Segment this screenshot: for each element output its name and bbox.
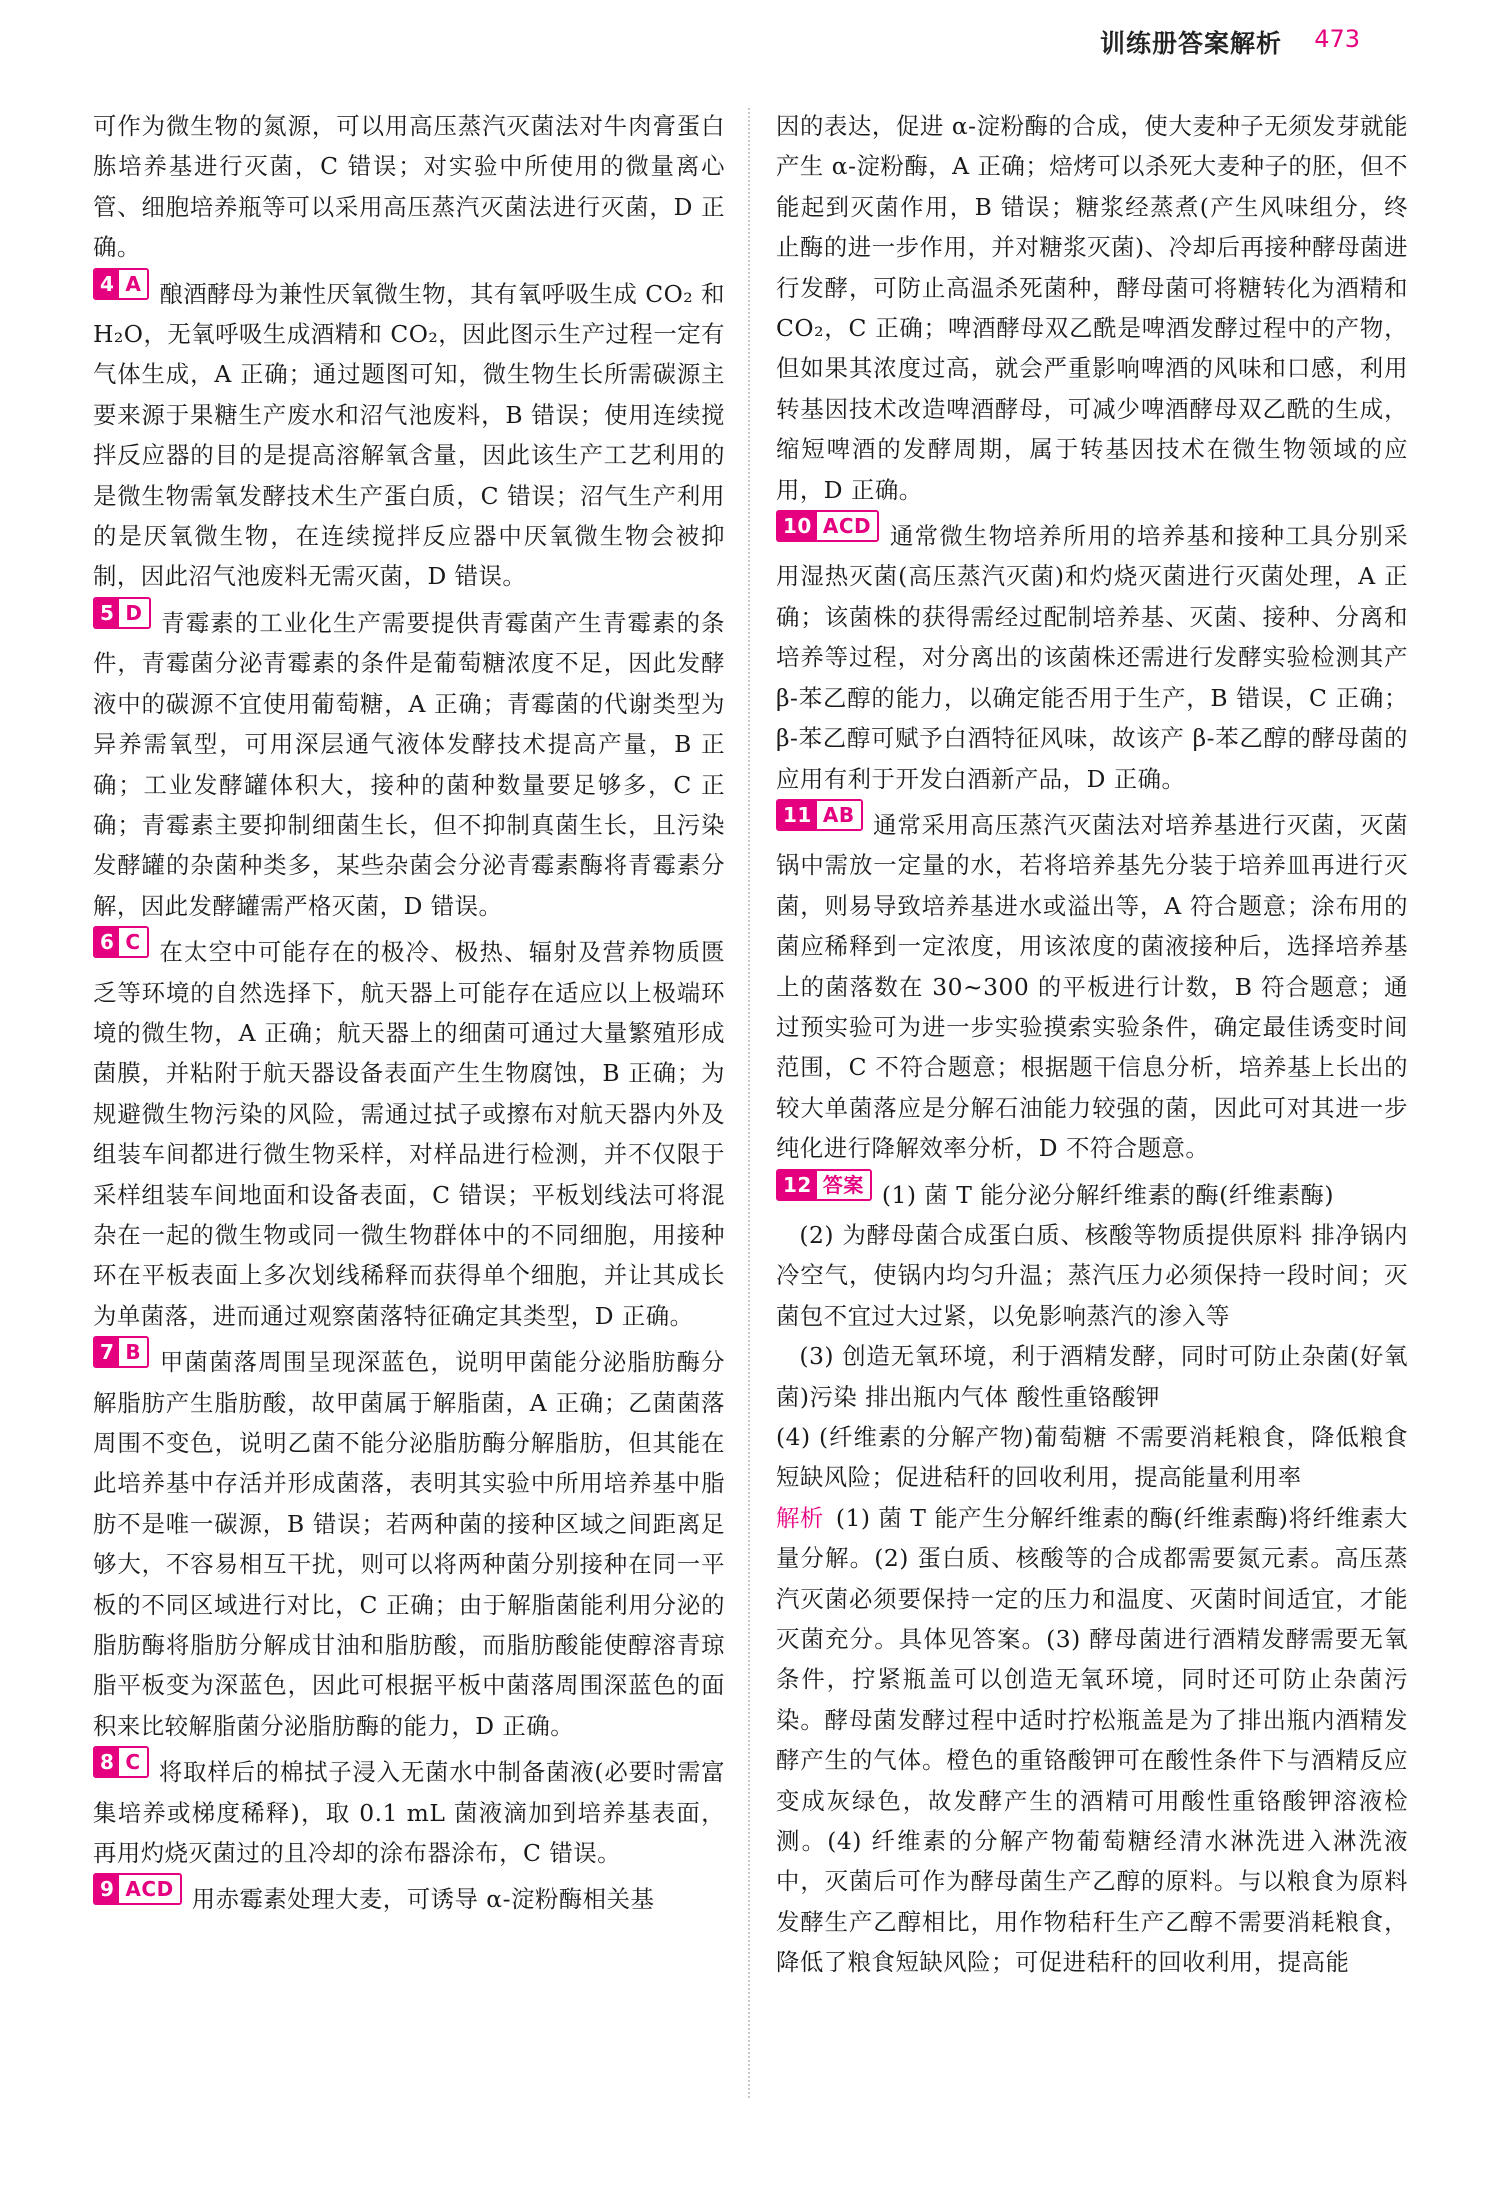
right-column [776, 106, 1408, 1983]
question-number: 6 [95, 928, 119, 956]
question-tag [93, 597, 151, 629]
analysis-paragraph [776, 1498, 1408, 1983]
question-tag [93, 1336, 149, 1368]
continued-text: 因的表达，促进 α-淀粉酶的合成，使大麦种子无须发芽就能产生 α-淀粉酶，A 正确；焙烤可以杀死大麦种子的胚，但不能起到灭菌作用，B 错误；糖浆经蒸煮(产生风味组分，终止酶的进一步作用，并对糖浆灭菌)、冷却后再接种酵母菌进行发酵，可防止高温杀死菌种，酵母菌可将糖转化为酒精和 CO₂，C 正确；啤酒酵母双乙酰是啤酒发酵过程中的产物，但如果其浓度过高，就会严重影响啤酒的风味和口感，利用转基因技术改造啤酒酵母，可减少啤酒酵母双乙酰的生成，缩短啤酒的发酵周期，属于转基因技术在微生物领域的应用，D 正确。 [776, 112, 1408, 504]
answer-letter: D [119, 599, 148, 627]
answer-part-2: (2) 为酵母菌合成蛋白质、核酸等物质提供原料 排净锅内冷空气，使锅内均匀升温；蒸汽压力必须保持一段时间；灭菌包不宜过大过紧，以免影响蒸汽的渗入等 [776, 1220, 1408, 1330]
explanation-text: 用赤霉素处理大麦，可诱导 α-淀粉酶相关基 [191, 1885, 655, 1914]
question-tag [93, 268, 149, 300]
answer-letter: AB [817, 801, 861, 829]
answer-letter: ACD [817, 512, 877, 540]
left-column [93, 106, 725, 1920]
question-tag [776, 1169, 872, 1201]
question-number: 11 [778, 801, 817, 829]
header-title: 训练册答案解析 [1099, 29, 1282, 58]
question-tag [93, 1873, 182, 1905]
question-tag [93, 926, 149, 958]
question-tag [776, 799, 863, 831]
page-number: 473 [1314, 25, 1360, 53]
explanation-text: 甲菌菌落周围呈现深蓝色，说明甲菌能分泌脂肪酶分解脂肪产生脂肪酸，故甲菌属于解脂菌，A 正确；乙菌菌落周围不变色，说明乙菌不能分泌脂肪酶分解脂肪，但其能在此培养基中存活并形成菌落，表明其实验中所用培养基中脂肪不是唯一碳源，B 错误；若两种菌的接种区域之间距离足够大，不容易相互干扰，则可以将两种菌分别接种在同一平板的不同区域进行对比，C 正确；由于解脂菌能利用分泌的脂肪酶将脂肪分解成甘油和脂肪酸，而脂肪酸能使醇溶青琼脂平板变为深蓝色，因此可根据平板中菌落周围深蓝色的面积来比较解脂菌分泌脂肪酶的能力，D 正确。 [93, 1348, 725, 1740]
question-number: 4 [95, 270, 119, 298]
explanation-text: 酿酒酵母为兼性厌氧微生物，其有氧呼吸生成 CO₂ 和 H₂O，无氧呼吸生成酒精和 CO₂，因此图示生产过程一定有气体生成，A 正确；通过题图可知，微生物生长所需碳源主要来源于果糖生产废水和沼气池废料，B 错误；使用连续搅拌反应器的目的是提高溶解氧含量，因此该生产工艺利用的是微生物需氧发酵技术生产蛋白质，C 错误；沼气生产利用的是厌氧微生物，在连续搅拌反应器中厌氧微生物会被抑制，因此沼气池废料无需灭菌，D 错误。 [93, 279, 725, 591]
question-number: 10 [778, 512, 817, 540]
answer-item-5 [93, 597, 725, 926]
question-tag [776, 510, 879, 542]
explanation-text: 青霉素的工业化生产需要提供青霉菌产生青霉素的条件，青霉菌分泌青霉素的条件是葡萄糖浓度不足，因此发酵液中的碳源不宜使用葡萄糖，A 正确；青霉菌的代谢类型为异养需氧型，可用深层通气液体发酵技术提高产量，B 正确；工业发酵罐体积大，接种的菌种数量要足够多，C 正确；青霉素主要抑制细菌生长，但不抑制真菌生长，且污染发酵罐的杂菌种类多，某些杂菌会分泌青霉素酶将青霉素分解，因此发酵罐需严格灭菌，D 错误。 [93, 608, 725, 920]
column-divider [748, 108, 750, 2098]
answer-letter: A [119, 270, 147, 298]
question-tag [93, 1746, 149, 1778]
analysis-text: (1) 菌 T 能产生分解纤维素的酶(纤维素酶)将纤维素大量分解。(2) 蛋白质、核酸等的合成都需要氮元素。高压蒸汽灭菌必须要保持一定的压力和温度、灭菌时间适宜，才能灭菌充分。具体见答案。(3) 酵母菌进行酒精发酵需要无氧条件，拧紧瓶盖可以创造无氧环境，同时还可防止杂菌污染。酵母菌发酵过程中适时拧松瓶盖是为了排出瓶内酒精发酵产生的气体。橙色的重铬酸钾可在酸性条件下与酒精反应变成灰绿色，故发酵产生的酒精可用酸性重铬酸钾溶液检测。(4) 纤维素的分解产物葡萄糖经清水淋洗进入淋洗液中，灭菌后可作为酵母菌生产乙醇的原料。与以粮食为原料发酵生产乙醇相比，用作物秸秆生产乙醇不需要消耗粮食，降低了粮食短缺风险；可促进秸秆的回收利用，提高能 [776, 1503, 1408, 1977]
answer-item-11 [776, 799, 1408, 1169]
answer-item-8 [93, 1746, 725, 1873]
question-number: 12 [778, 1171, 817, 1199]
question-number: 7 [95, 1338, 119, 1366]
question-number: 9 [95, 1875, 119, 1903]
question-number: 5 [95, 599, 119, 627]
answer-part-1: (1) 菌 T 能分泌分解纤维素的酶(纤维素酶) [881, 1180, 1334, 1209]
explanation-text: 将取样后的棉拭子浸入无菌水中制备菌液(必要时需富集培养或梯度稀释)，取 0.1 mL 菌液滴加到培养基表面，再用灼烧灭菌过的且冷却的涂布器涂布，C 错误。 [93, 1758, 725, 1868]
answer-letter: C [119, 1748, 146, 1776]
answer-item-4 [93, 268, 725, 597]
answer-letter: B [119, 1338, 147, 1366]
explanation-text: 通常微生物培养所用的培养基和接种工具分别采用湿热灭菌(高压蒸汽灭菌)和灼烧灭菌进行灭菌处理，A 正确；该菌株的获得需经过配制培养基、灭菌、接种、分离和培养等过程，对分离出的该菌株还需进行发酵实验检测其产 β-苯乙醇的能力，以确定能否用于生产，B 错误，C 正确；β-苯乙醇可赋予白酒特征风味，故该产 β-苯乙醇的酵母菌的应用有利于开发白酒新产品，D 正确。 [776, 522, 1408, 793]
answer-item-10 [776, 510, 1408, 799]
answer-item-9 [93, 1873, 725, 1919]
answer-item-12 [776, 1169, 1408, 1215]
explanation-text: 通常采用高压蒸汽灭菌法对培养基进行灭菌，灭菌锅中需放一定量的水，若将培养基先分装于培养皿再进行灭菌，则易导致培养基进水或溢出等，A 符合题意；涂布用的菌应稀释到一定浓度，用该浓度的菌液接种后，选择培养基上的菌落数在 30~300 的平板进行计数，B 符合题意；通过预实验可为进一步实验摸索实验条件，确定最佳诱变时间范围，C 不符合题意；根据题干信息分析，培养基上长出的较大单菌落应是分解石油能力较强的菌，因此可对其进一步纯化进行降解效率分析，D 不符合题意。 [776, 810, 1408, 1163]
explanation-text: 在太空中可能存在的极冷、极热、辐射及营养物质匮乏等环境的自然选择下，航天器上可能存在适应以上极端环境的微生物，A 正确；航天器上的细菌可通过大量繁殖形成菌膜，并粘附于航天器设备表面产生生物腐蚀，B 正确；为规避微生物污染的风险，需通过拭子或擦布对航天器内外及组装车间都进行微生物采样，对样品进行检测，并不仅限于采样组装车间地面和设备表面，C 错误；平板划线法可将混杂在一起的微生物或同一微生物群体中的不同细胞，用接种环在平板表面上多次划线稀释而获得单个细胞，并让其成长为单菌落，进而通过观察菌落特征确定其类型，D 正确。 [93, 938, 725, 1330]
analysis-label: 解析 [776, 1503, 824, 1532]
question-number: 8 [95, 1748, 119, 1776]
answer-item-6 [93, 926, 725, 1336]
answer-letter: ACD [119, 1875, 179, 1903]
answer-label: 答案 [817, 1171, 870, 1199]
answer-item-7 [93, 1336, 725, 1746]
answer-letter: C [119, 928, 146, 956]
answer-part-4: (4) (纤维素的分解产物)葡萄糖 不需要消耗粮食，降低粮食短缺风险；促进秸秆的回收利用，提高能量利用率 [776, 1423, 1408, 1492]
answer-part-3: (3) 创造无氧环境，利于酒精发酵，同时可防止杂菌(好氧菌)污染 排出瓶内气体 酸性重铬酸钾 [776, 1342, 1408, 1411]
continued-text: 可作为微生物的氮源，可以用高压蒸汽灭菌法对牛肉膏蛋白胨培养基进行灭菌，C 错误；对实验中所使用的微量离心管、细胞培养瓶等可以采用高压蒸汽灭菌法进行灭菌，D 正确。 [93, 112, 725, 262]
page-header [0, 0, 1510, 80]
